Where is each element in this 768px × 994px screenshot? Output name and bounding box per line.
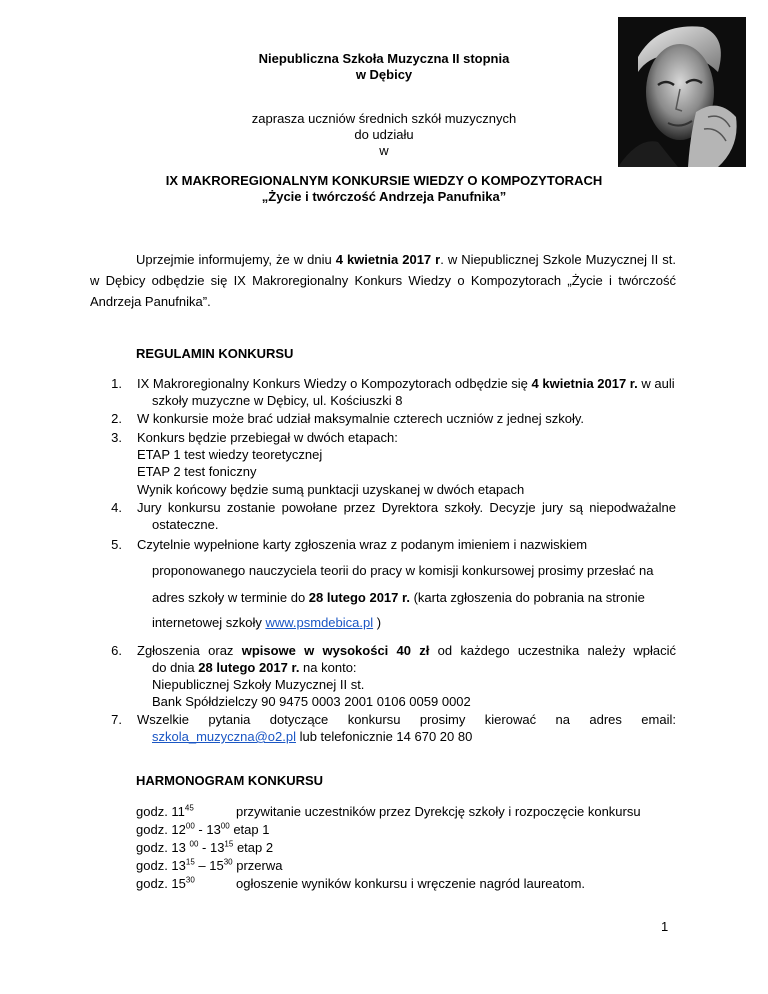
rule7-word: email: (641, 712, 676, 727)
schedule-time-sup: 00 (189, 839, 199, 849)
rule7-word: Wszelkie (137, 712, 190, 727)
schedule-time-sup: 15 (224, 839, 234, 849)
schedule-row-5 (136, 875, 195, 892)
schedule-row-1 (136, 803, 194, 820)
schedule-row-2 (136, 821, 269, 838)
rule6-line1-b: od każdego uczestnika należy wpłacić (429, 643, 676, 658)
schedule-time: godz. 13 (136, 858, 186, 873)
rule3-stage1: ETAP 1 test wiedzy teoretycznej (137, 447, 323, 462)
invite-line2: do udziału (354, 127, 414, 142)
schedule-desc: etap 1 (229, 822, 270, 837)
rule6-bank-account: Bank Spółdzielczy 90 9475 0003 2001 0106 0059 0002 (152, 694, 471, 709)
school-website-link[interactable]: www.psmdebica.pl (265, 615, 374, 630)
rule7-word: kierować (484, 712, 537, 727)
rule5-line4-a: internetowej szkoły (152, 615, 266, 630)
contest-title: IX MAKROREGIONALNYM KONKURSIE WIEDZY O KOMPOZYTORACH (165, 173, 603, 188)
rule-number: 1. (111, 376, 122, 391)
rule5-line4 (152, 614, 381, 631)
schedule-heading: HARMONOGRAM KONKURSU (136, 773, 324, 788)
page-number: 1 (661, 919, 669, 934)
rule4-line1-text: Jury konkursu zostanie powołane przez Dyrektora szkoły. Decyzje jury są niepodważalne (137, 500, 676, 515)
schedule-time: – 15 (194, 858, 224, 873)
schedule-time-sup: 45 (184, 803, 194, 813)
rule1-text-a: IX Makroregionalny Konkurs Wiedzy o Kompozytorach odbędzie się (137, 376, 532, 391)
rule-number: 7. (111, 712, 122, 727)
rule6-fee: wpisowe w wysokości 40 zł (241, 643, 430, 658)
rule6-deadline: 28 lutego 2017 r. (198, 660, 300, 675)
rule-number: 2. (111, 411, 122, 426)
rule7-word: prosimy (419, 712, 466, 727)
rule5-line4-b: ) (373, 615, 382, 630)
contact-email-link[interactable]: szkola_muzyczna@o2.pl (152, 729, 296, 744)
rule7-word: dotyczące (269, 712, 329, 727)
rule1-line2: szkoły muzyczne w Dębicy, ul. Kościuszki 8 (152, 393, 403, 408)
intro-text-1: Uprzejmie informujemy, że w dniu (136, 252, 336, 267)
schedule-desc: etap 2 (233, 840, 274, 855)
rule7-line1 (137, 711, 676, 728)
schedule-time: godz. 15 (136, 876, 186, 891)
rule2-text: W konkursie może brać udział maksymalnie czterech uczniów z jednej szkoły. (137, 411, 584, 426)
intro-paragraph (90, 249, 676, 312)
schedule-time: godz. 13 (136, 840, 190, 855)
schedule-time-sup: 00 (185, 821, 195, 831)
rule3-text: Konkurs będzie przebiegał w dwóch etapach: (137, 430, 398, 445)
rules-heading: REGULAMIN KONKURSU (136, 346, 294, 361)
rule5-line3 (152, 589, 645, 606)
invite-line1: zaprasza uczniów średnich szkół muzycznych (251, 111, 517, 126)
rule4-line1 (137, 499, 676, 516)
schedule-desc-1: przywitanie uczestników przez Dyrekcję szkoły i rozpoczęcie konkursu (236, 804, 641, 819)
rule5-line2: proponowanego nauczyciela teorii do pracy w komisji konkursowej prosimy przesłać na (152, 563, 654, 578)
school-name-line2: w Dębicy (355, 67, 413, 82)
intro-text-2: . w Niepublicznej Szkole Muzycznej II st. w Dębicy odbędzie się IX Makroregionalny Konkurs Wiedzy o Kompozytorach „Życie i twórczość Andrzeja Panufnika”. (90, 252, 676, 309)
rule-number: 4. (111, 500, 122, 515)
schedule-time-sup: 15 (185, 857, 195, 867)
rule5-line1: Czytelnie wypełnione karty zgłoszenia wraz z podanym imieniem i nazwiskiem (137, 537, 588, 552)
rule7-word: konkursu (347, 712, 401, 727)
intro-date: 4 kwietnia 2017 r (335, 252, 441, 267)
rule5-line3-b: (karta zgłoszenia do pobrania na stronie (409, 590, 645, 605)
schedule-desc-5: ogłoszenie wyników konkursu i wręczenie nagród laureatom. (236, 876, 586, 891)
rule7-word: pytania (208, 712, 251, 727)
rule5-deadline: 28 lutego 2017 r. (308, 590, 410, 605)
rule1-text-b: w auli (637, 376, 675, 391)
rule4-line2: ostateczne. (152, 517, 219, 532)
school-name-line1: Niepubliczna Szkoła Muzyczna II stopnia (258, 51, 510, 66)
rule3-result: Wynik końcowy będzie sumą punktacji uzyskanej w dwóch etapach (137, 482, 525, 497)
rule-number: 3. (111, 430, 122, 445)
schedule-desc: przerwa (232, 858, 283, 873)
schedule-time: godz. 11 (136, 804, 185, 819)
schedule-time: godz. 12 (136, 822, 186, 837)
rule6-line1-a: Zgłoszenia oraz (137, 643, 242, 658)
rule6-line2-a: do dnia (152, 660, 199, 675)
rule6-line1 (137, 642, 676, 659)
contest-subtitle: „Życie i twórczość Andrzeja Panufnika” (261, 189, 507, 204)
schedule-time: - 13 (198, 840, 225, 855)
rule-number: 6. (111, 643, 122, 658)
invite-line3: w (379, 143, 389, 158)
rule3-stage2: ETAP 2 test foniczny (137, 464, 257, 479)
rule6-line2 (137, 659, 676, 676)
rule6-line3: Niepublicznej Szkoły Muzycznej II st. (152, 677, 365, 692)
schedule-row-3 (136, 839, 273, 856)
schedule-time-sup: 30 (223, 857, 233, 867)
schedule-row-4 (136, 857, 282, 874)
rule5-line3-a: adres szkoły w terminie do (152, 590, 309, 605)
rule7-line2 (137, 728, 676, 745)
rule-number: 5. (111, 537, 122, 552)
schedule-time: - 13 (194, 822, 221, 837)
rule6-line2-b: na konto: (299, 660, 357, 675)
schedule-time-sup: 00 (220, 821, 230, 831)
rule7-word: na (555, 712, 570, 727)
rule1-date: 4 kwietnia 2017 r. (531, 376, 638, 391)
schedule-time-sup: 30 (185, 875, 195, 885)
rule7-phone: lub telefonicznie 14 670 20 80 (295, 729, 473, 744)
rule7-word: adres (589, 712, 622, 727)
